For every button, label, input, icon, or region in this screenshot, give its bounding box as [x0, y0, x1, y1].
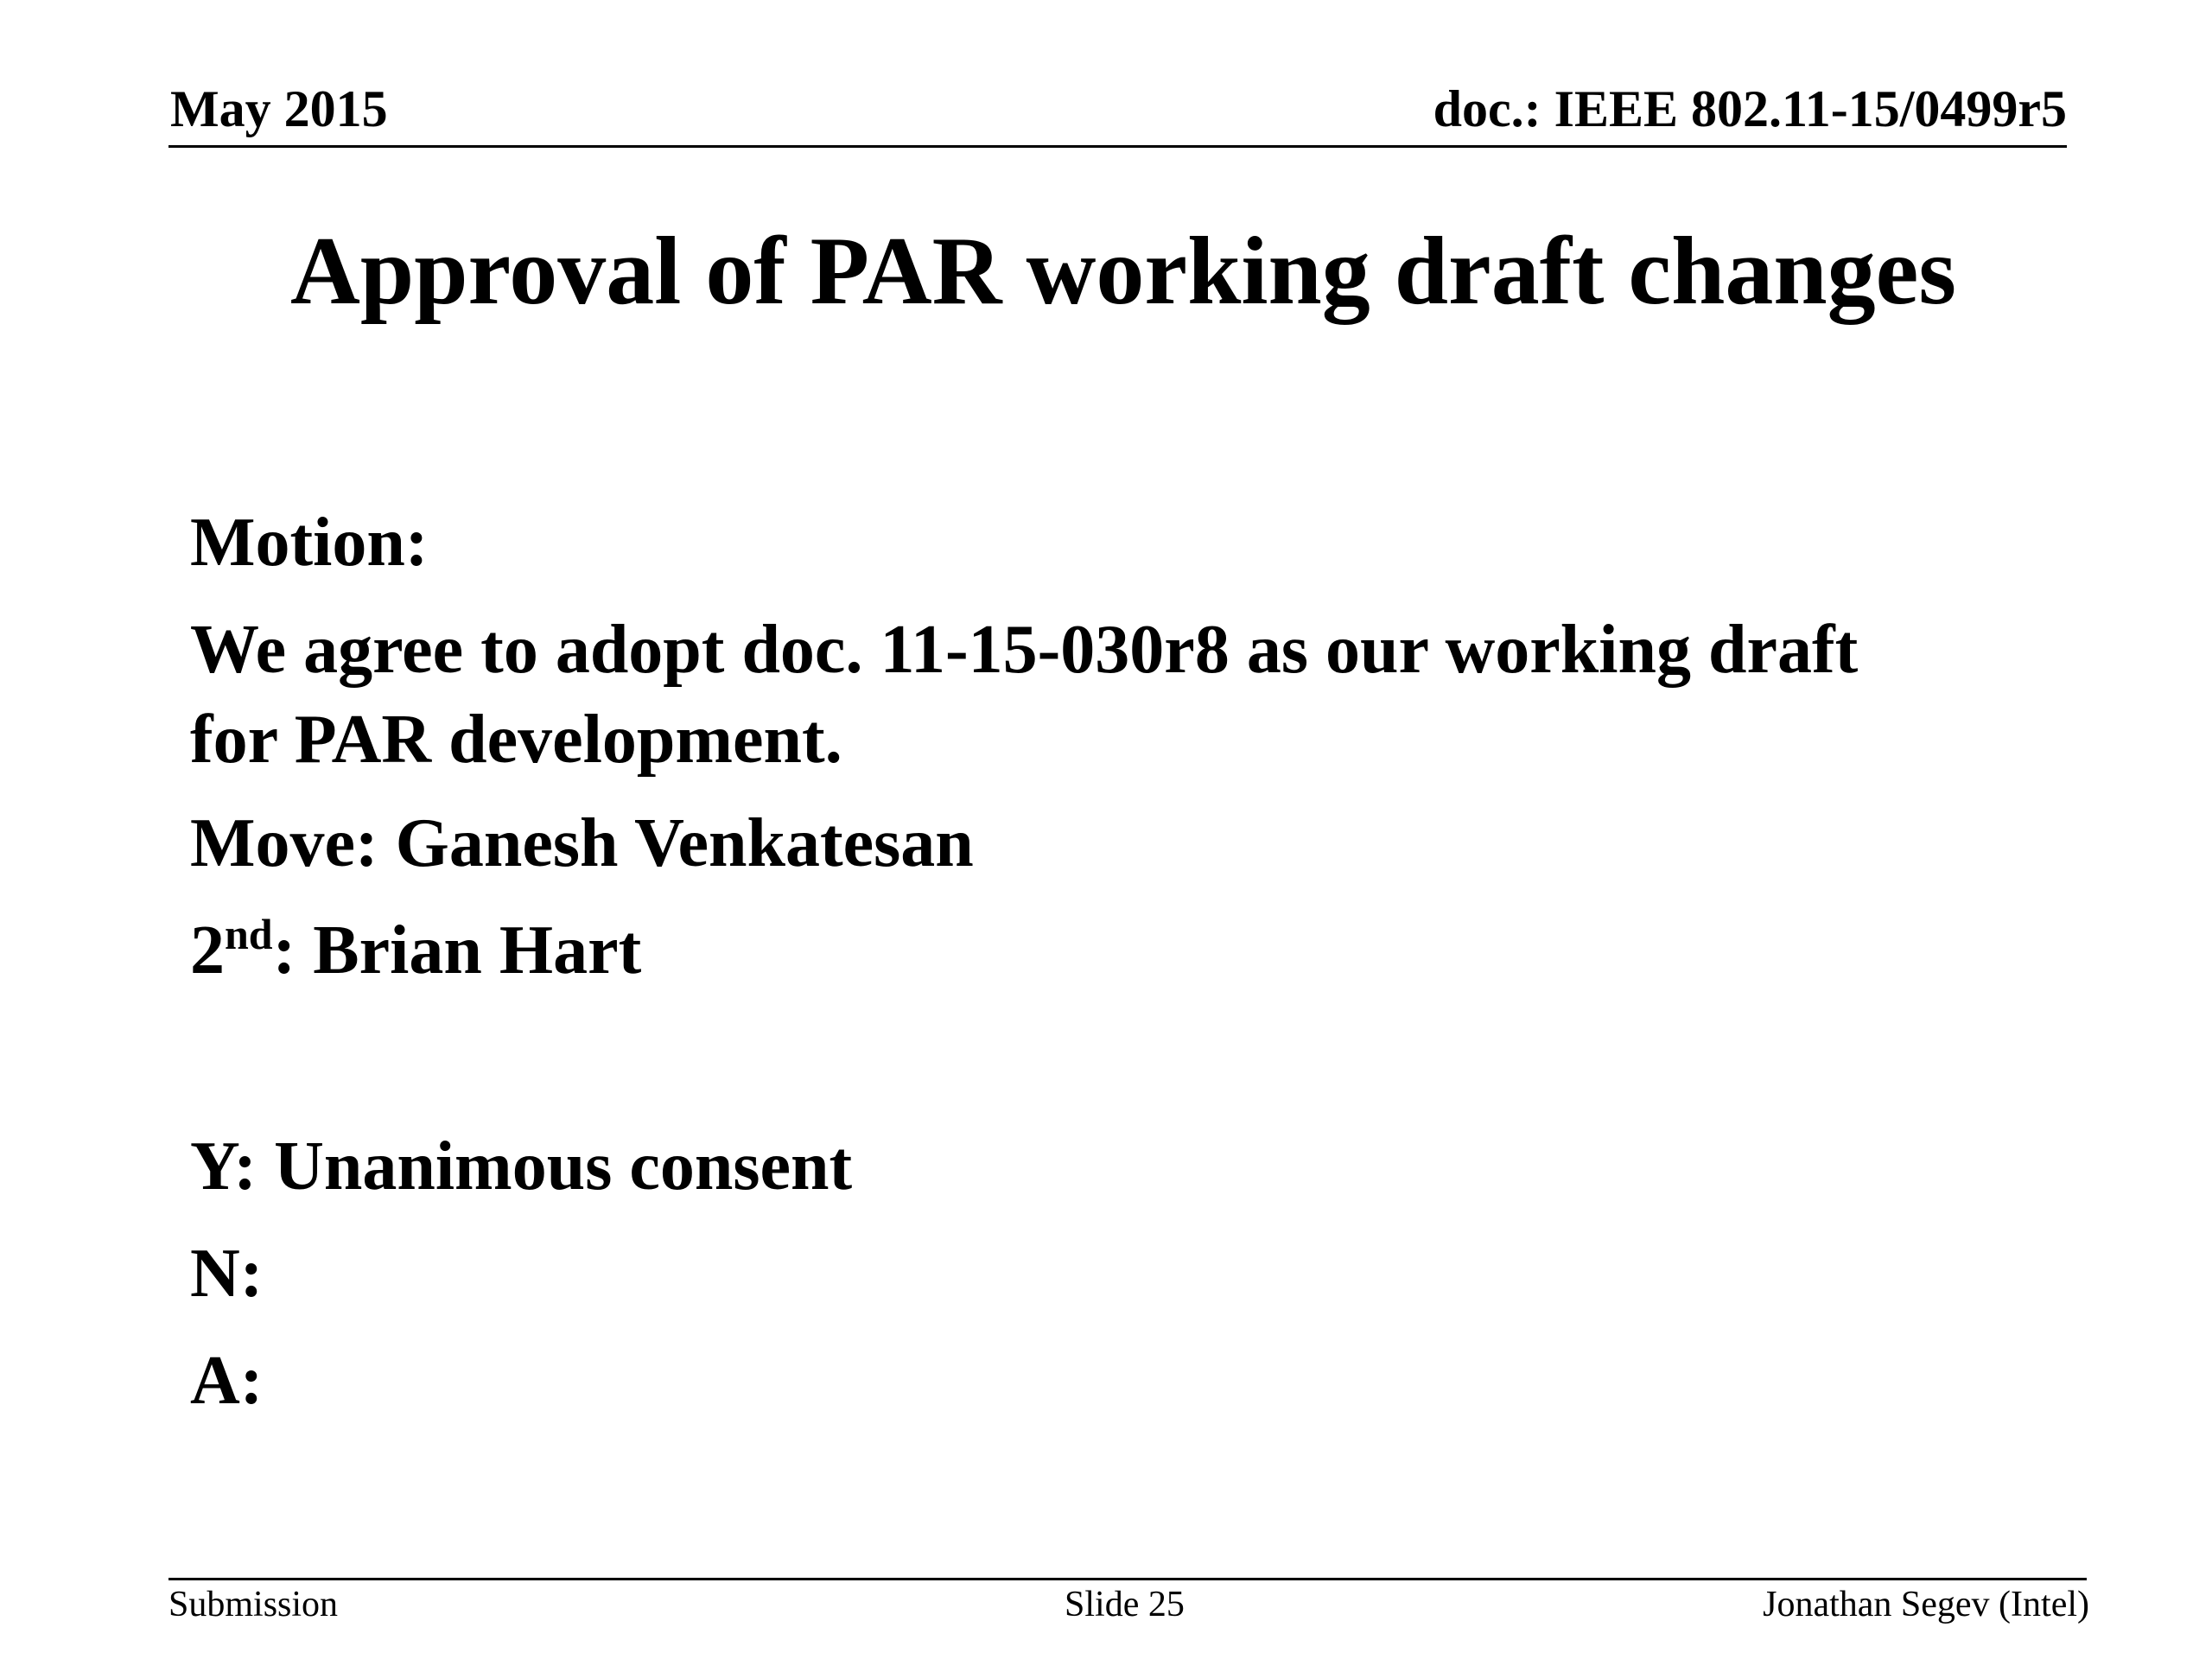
- motion-text-line-2: for PAR development.: [190, 702, 842, 778]
- seconder-name: : Brian Hart: [272, 912, 642, 988]
- header-doc-id: doc.: IEEE 802.11-15/0499r5: [1433, 80, 2067, 137]
- footer-author: Jonathan Segev (Intel): [1763, 1585, 2089, 1624]
- motion-label: Motion:: [190, 505, 429, 581]
- seconder-ordinal-number: 2: [190, 912, 225, 988]
- footer-submission: Submission: [168, 1585, 339, 1624]
- vote-abstain: A:: [190, 1343, 264, 1419]
- vote-yes: Y: Unanimous consent: [190, 1128, 853, 1205]
- footer-slide-number: Slide 25: [1065, 1585, 1185, 1624]
- seconder-ordinal-suffix: nd: [225, 910, 273, 958]
- footer-divider: [168, 1578, 2087, 1580]
- seconder-line: [190, 906, 2091, 995]
- header-date: May 2015: [170, 80, 388, 137]
- vote-no: N:: [190, 1236, 264, 1312]
- slide-title: Approval of PAR working draft changes: [290, 218, 1956, 325]
- mover-line: Move: Ganesh Venkatesan: [190, 805, 974, 881]
- motion-text-line-1: We agree to adopt doc. 11-15-030r8 as our working draft: [190, 612, 1859, 688]
- header-divider: [168, 145, 2067, 148]
